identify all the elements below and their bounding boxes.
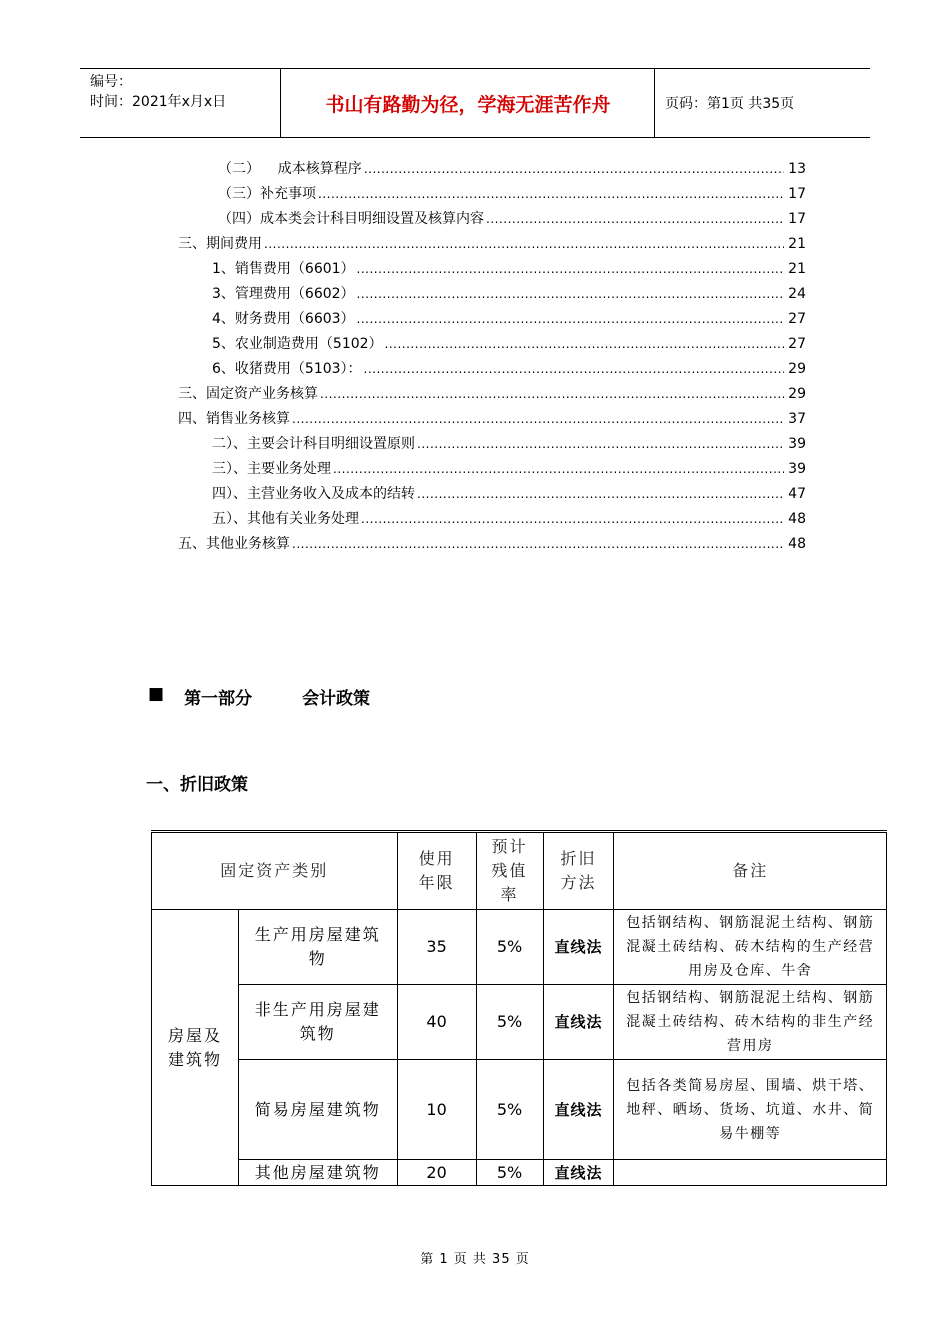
toc-entry[interactable]: 三、固定资产业务核算 ..... 29 (178, 383, 806, 407)
residual-rate: 5% (476, 1160, 543, 1186)
residual-rate: 5% (476, 910, 543, 985)
table-row (152, 1060, 887, 1160)
table-row (152, 1160, 887, 1186)
header-category: 固定资产类别 (152, 832, 398, 910)
part-title: 会计政策 (302, 689, 371, 709)
toc-entry[interactable]: 3、管理费用（6602） ..... 24 (212, 283, 806, 307)
depreciation-method: 直线法 (543, 1060, 614, 1160)
table-row (152, 910, 887, 985)
code-label: 编号： (90, 74, 132, 90)
table-row (152, 985, 887, 1060)
useful-life: 20 (397, 1160, 476, 1186)
toc-entry[interactable]: 5、农业制造费用（5102） ..... 27 (212, 333, 806, 357)
toc-entry[interactable]: 二）、主要会计科目明细设置原则 ..... 39 (212, 433, 806, 457)
asset-name: 生产用房屋建筑物 (238, 910, 397, 985)
toc-entry[interactable]: （四）成本类会计科目明细设置及核算内容 ..... 17 (218, 208, 806, 232)
header-life: 使用年限 (397, 832, 476, 910)
useful-life: 40 (397, 985, 476, 1060)
page-footer: 第 1 页 共 35 页 (420, 1252, 530, 1267)
header-page-label: 页码：第1页 共35页 (665, 96, 795, 112)
note-cell (614, 1160, 887, 1186)
asset-name: 其他房屋建筑物 (238, 1160, 397, 1186)
depreciation-table (151, 830, 887, 1186)
header-meta (80, 69, 281, 137)
time-label: 时间：2021年x月x日 (90, 94, 227, 110)
toc-entry[interactable]: 五）、其他有关业务处理 ..... 48 (212, 508, 806, 532)
depreciation-method: 直线法 (543, 910, 614, 985)
part-label: 第一部分 (184, 689, 253, 709)
note-cell: 包括各类简易房屋、围墙、烘干塔、地秤、晒场、货场、坑道、水井、简易牛棚等 (614, 1060, 887, 1160)
residual-rate: 5% (476, 1060, 543, 1160)
square-bullet-icon: ■ (148, 684, 165, 704)
asset-name: 非生产用房屋建筑物 (238, 985, 397, 1060)
group-cell: 房屋及建筑物 (152, 910, 239, 1186)
toc-entry[interactable]: 四、销售业务核算 ..... 37 (178, 408, 806, 432)
note-cell: 包括钢结构、钢筋混泥土结构、钢筋混凝土砖结构、砖木结构的非生产经营用房 (614, 985, 887, 1060)
asset-name: 简易房屋建筑物 (238, 1060, 397, 1160)
useful-life: 10 (397, 1060, 476, 1160)
table-header-row (152, 832, 887, 910)
header-motto: 书山有路勤为径，学海无涯苦作舟 (282, 69, 655, 137)
header-method: 折旧方法 (543, 832, 614, 910)
header-note: 备注 (614, 832, 887, 910)
toc-entry[interactable]: 四）、主营业务收入及成本的结转 ..... 47 (212, 483, 806, 507)
note-cell: 包括钢结构、钢筋混泥土结构、钢筋混凝土砖结构、砖木结构的生产经营用房及仓库、牛舍 (614, 910, 887, 985)
toc-entry[interactable]: 6、收猪费用（5103）： ..... 29 (212, 358, 806, 382)
residual-rate: 5% (476, 985, 543, 1060)
depreciation-method: 直线法 (543, 985, 614, 1060)
page-header (80, 68, 870, 138)
depreciation-method: 直线法 (543, 1160, 614, 1186)
toc-entry[interactable]: 三、期间费用 ..... 21 (178, 233, 806, 257)
header-residual: 预计残值率 (476, 832, 543, 910)
toc-entry[interactable]: 1、销售费用（6601） ..... 21 (212, 258, 806, 282)
toc-entry[interactable]: 4、财务费用（6603） ..... 27 (212, 308, 806, 332)
toc-entry[interactable]: （三）补充事项 ..... 17 (218, 183, 806, 207)
toc-entry[interactable]: （二） 成本核算程序 ..... 13 (218, 158, 806, 182)
part-heading (148, 684, 370, 709)
section-heading: 一、折旧政策 (146, 775, 248, 795)
toc-entry[interactable]: 五、其他业务核算 ..... 48 (178, 533, 806, 557)
useful-life: 35 (397, 910, 476, 985)
toc-entry[interactable]: 三）、主要业务处理 ..... 39 (212, 458, 806, 482)
